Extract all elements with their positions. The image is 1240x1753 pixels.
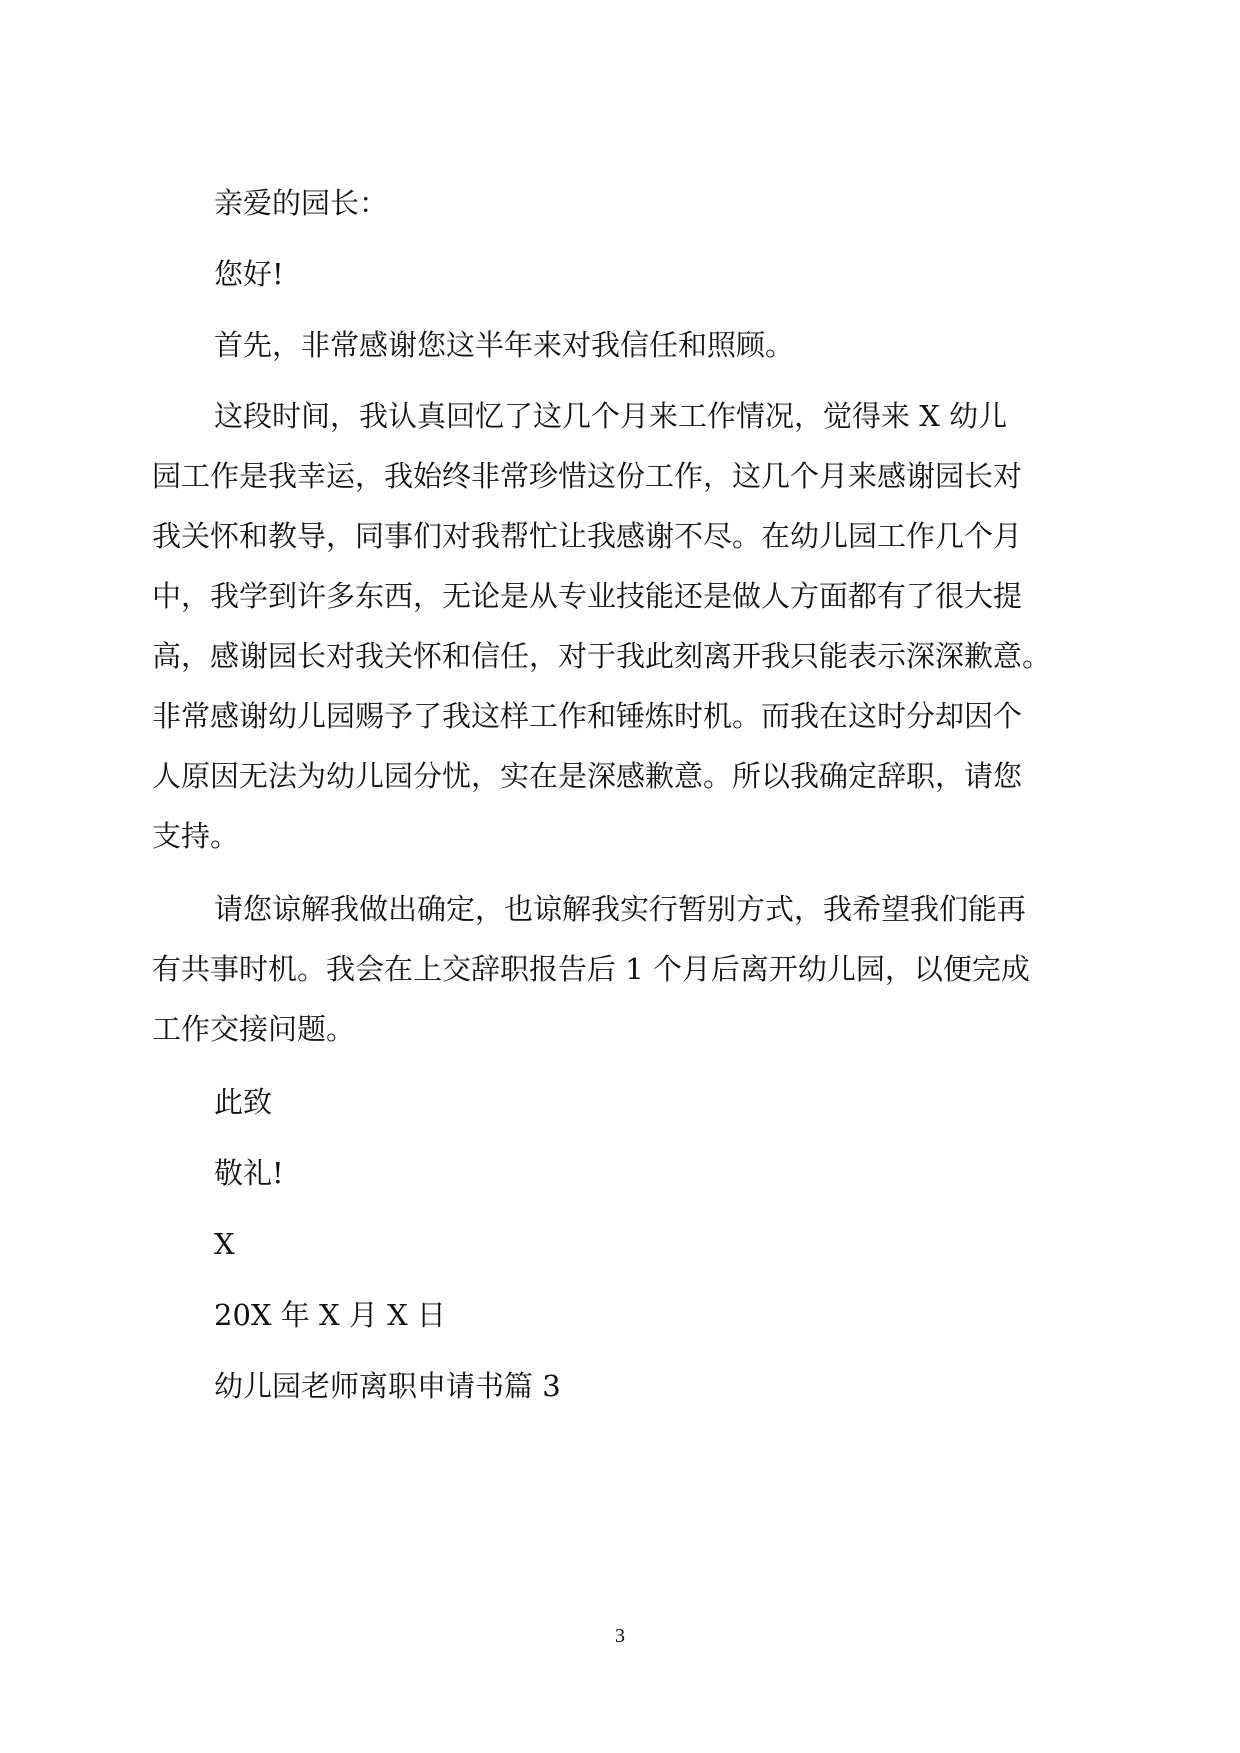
closing: 此致 xyxy=(214,1085,273,1119)
next-section-title: 幼儿园老师离职申请书篇 3 xyxy=(214,1369,561,1403)
signature: X xyxy=(214,1227,235,1261)
date: 20X 年 X 月 X 日 xyxy=(214,1298,446,1332)
regards: 敬礼! xyxy=(214,1156,284,1190)
paragraph-2-line: 非常感谢幼儿园赐予了我这样工作和锤炼时机。而我在这时分却因个 xyxy=(152,699,1023,733)
paragraph-2-line: 这段时间，我认真回忆了这几个月来工作情况，觉得来 X 幼儿 xyxy=(214,399,1008,433)
paragraph-2-line: 人原因无法为幼儿园分忧，实在是深感歉意。所以我确定辞职，请您 xyxy=(152,759,1023,793)
salutation: 亲爱的园长： xyxy=(214,186,389,220)
page-number: 3 xyxy=(615,1625,625,1647)
greeting: 您好! xyxy=(214,257,284,291)
paragraph-2-line: 高，感谢园长对我关怀和信任，对于我此刻离开我只能表示深深歉意。 xyxy=(152,639,1052,673)
paragraph-3-line: 工作交接问题。 xyxy=(152,1012,356,1046)
paragraph-2-line: 我关怀和教导，同事们对我帮忙让我感谢不尽。在幼儿园工作几个月 xyxy=(152,519,1023,553)
paragraph-1: 首先，非常感谢您这半年来对我信任和照顾。 xyxy=(214,328,795,362)
paragraph-3-line: 请您谅解我做出确定，也谅解我实行暂别方式，我希望我们能再 xyxy=(214,892,1027,926)
paragraph-2-line: 中，我学到许多东西，无论是从专业技能还是做人方面都有了很大提 xyxy=(152,579,1023,613)
paragraph-3-line: 有共事时机。我会在上交辞职报告后 1 个月后离开幼儿园，以便完成 xyxy=(152,952,1030,986)
paragraph-2-line: 支持。 xyxy=(152,819,240,853)
paragraph-2-line: 园工作是我幸运，我始终非常珍惜这份工作，这几个月来感谢园长对 xyxy=(152,459,1023,493)
